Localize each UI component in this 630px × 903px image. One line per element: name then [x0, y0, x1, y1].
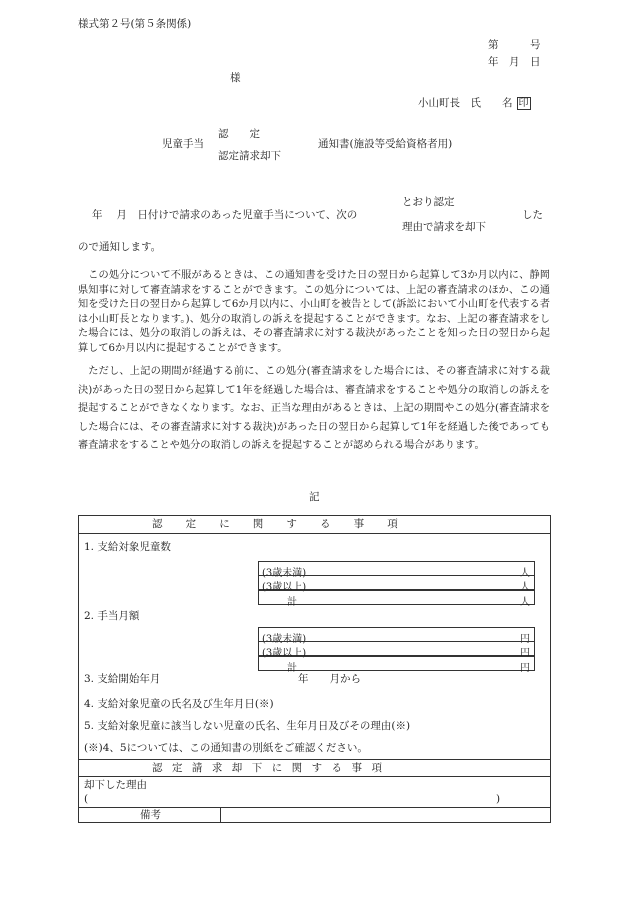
reject-reason-paren-close: ) [496, 793, 501, 805]
issuer-name: 小山町長 氏 名 [418, 97, 513, 109]
divider [220, 807, 221, 823]
body-line2: ので通知します。 [78, 241, 162, 253]
appeal-paragraph-2: ただし、上記の期間が経過する前に、この処分(審査請求をした場合には、その審査請求に対する裁決)があった日の翌日から起算して1年を経過した場合は、審査請求をすることや処分の取消しの訴えを提起することができなくなります。なお、正当な理由があるときは、上記の期間やこの処分(審査請求をした場合には、その審査請求に対する裁決)があった日の翌日から起算して1年を経過した後であっても審査請求をすることや処分の取消しの訴えを提起することが認められる場合があります。 [78, 366, 550, 451]
item3-value: 年 月から [298, 673, 361, 685]
row-label: 計 [287, 663, 297, 674]
title-option-approve: 認 定 [218, 128, 260, 140]
children-row-over3 [258, 575, 535, 593]
row-unit: 人 [520, 568, 530, 579]
title-prefix: 児童手当 [162, 138, 204, 150]
reject-reason-paren-open: ( [84, 793, 89, 805]
row-label: (3歳未満) [262, 634, 307, 645]
divider [78, 759, 551, 760]
divider [78, 776, 551, 777]
issuer [418, 97, 531, 110]
section1-header: 認定に関する事項 [152, 518, 421, 530]
seal-icon: 印 [518, 98, 529, 109]
note: (※)4、5については、この通知書の別紙をご確認ください。 [84, 742, 368, 754]
title-option-reject: 認定請求却下 [218, 150, 281, 162]
section2-header: 認定請求却下に関する事項 [152, 762, 392, 774]
item2-label: 2. 手当月額 [84, 610, 140, 622]
children-row-under3 [258, 561, 535, 579]
amount-row-under3 [258, 627, 535, 645]
item4-label: 4. 支給対象児童の氏名及び生年月日(※) [84, 698, 274, 710]
reject-reason-label: 却下した理由 [84, 779, 147, 791]
ki-heading: 記 [309, 491, 320, 503]
body-option-approve: とおり認定 [402, 196, 455, 208]
row-unit: 人 [520, 597, 530, 608]
amount-row-over3 [258, 641, 535, 659]
body-option-reject: 理由で請求を却下 [402, 221, 486, 233]
row-label: (3歳未満) [262, 568, 307, 579]
amount-row-total [258, 656, 535, 674]
title-suffix: 通知書(施設等受給資格者用) [318, 138, 453, 150]
row-label: (3歳以上) [262, 582, 307, 593]
appeal-paragraph-1: この処分について不服があるときは、この通知書を受けた日の翌日から起算して3か月以内に、静岡県知事に対して審査請求をすることができます。この処分については、上記の審査請求のほか、この通知を受けた日の翌日から起算して6か月以内に、小山町を被告として(訴訟において小山町を代表する者は小山町長となります。)、処分の取消しの訴えを提起することができます。なお、上記の審査請求をした場合には、処分の取消しの訴えは、その審査請求に対する裁決があったことを知った日の翌日から起算して6か月以内に提起することができます。 [78, 270, 550, 354]
children-row-total [258, 590, 535, 608]
divider [78, 807, 551, 808]
row-unit: 円 [520, 634, 530, 645]
issue-date: 年 月 日 [488, 56, 541, 68]
remarks-label: 備考 [140, 809, 161, 821]
row-label: (3歳以上) [262, 648, 307, 659]
document-number: 第 号 [488, 39, 541, 51]
item1-label: 1. 支給対象児童数 [84, 541, 171, 553]
body-line-suffix: した [522, 209, 543, 221]
row-unit: 人 [520, 582, 530, 593]
row-unit: 円 [520, 648, 530, 659]
row-label: 計 [287, 597, 297, 608]
form-number: 様式第２号(第５条関係) [78, 18, 192, 30]
row-unit: 円 [520, 663, 530, 674]
addressee-suffix: 様 [230, 72, 241, 84]
item3-label: 3. 支給開始年月 [84, 673, 161, 685]
body-line-prefix: 年 月 日付けで請求のあった児童手当について、次の [92, 209, 358, 221]
item5-label: 5. 支給対象児童に該当しない児童の氏名、生年月日及びその理由(※) [84, 720, 411, 732]
divider [78, 533, 551, 534]
